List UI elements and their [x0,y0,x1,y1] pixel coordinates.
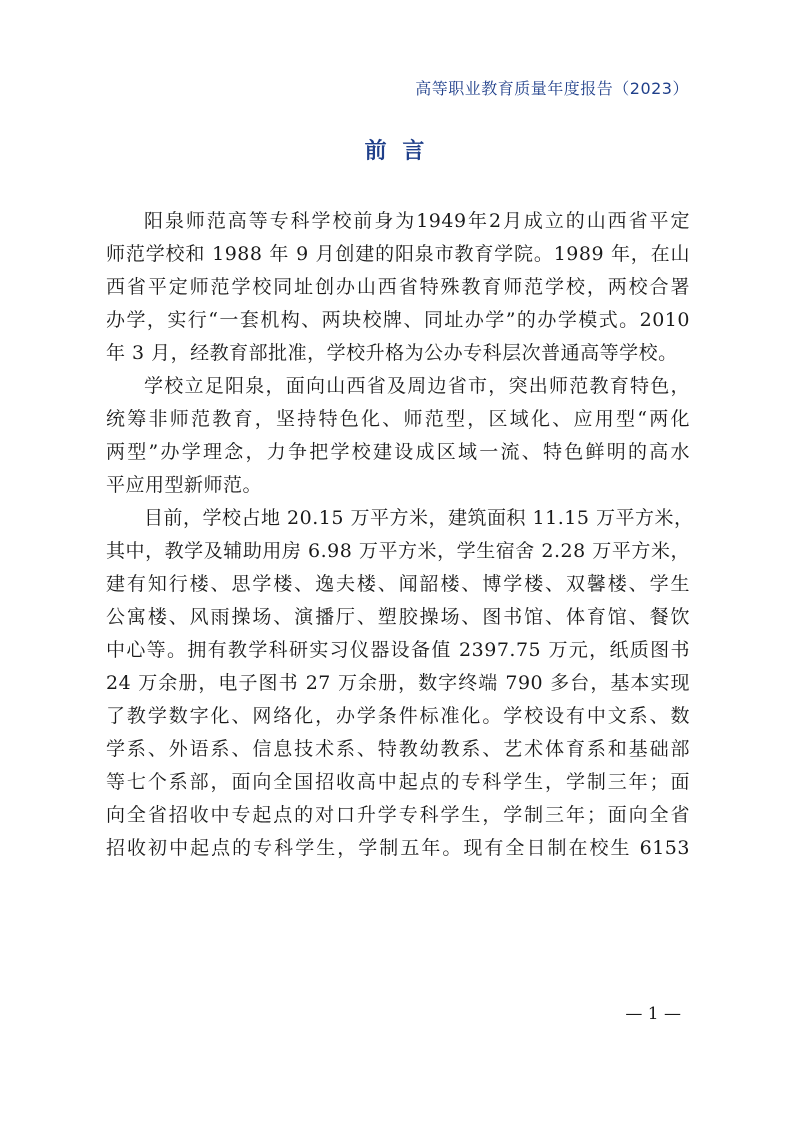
body-text [106,205,694,865]
paragraph-line: 24 万余册，电子图书 27 万余册，数字终端 790 多台，基本实现 [106,672,690,694]
paragraph-line: 向全省招收中专起点的对口升学专科学生，学制三年；面向全省 [106,804,690,826]
paragraph-line: 目前，学校占地 20.15 万平方米，建筑面积 11.15 万平方米， [144,507,694,529]
paragraph-line: 年 3 月，经教育部批准，学校升格为公办专科层次普通高等学校。 [106,342,678,364]
paragraph-line: 平应用型新师范。 [106,474,263,496]
page-number: — 1 — [625,1004,681,1024]
paragraph-line: 两型”办学理念，力争把学校建设成区域一流、特色鲜明的高水 [106,441,690,463]
paragraph-line: 师范学校和 1988 年 9 月创建的阳泉市教育学院。1989 年，在山 [106,243,690,265]
paragraph-history [106,205,690,370]
paragraph-line: 统筹非师范教育，坚持特色化、师范型，区域化、应用型“两化 [106,408,690,430]
paragraph-line: 办学，实行“一套机构、两块校牌、同址办学”的办学模式。2010 [106,309,690,331]
paragraph-facilities [106,502,694,865]
paragraph-line: 学系、外语系、信息技术系、特教幼教系、艺术体育系和基础部 [106,738,690,760]
paragraph-line: 了教学数字化、网络化，办学条件标准化。学校设有中文系、数 [106,705,690,727]
paragraph-line: 阳泉师范高等专科学校前身为1949年2月成立的山西省平定 [144,210,690,232]
report-header: 高等职业教育质量年度报告（2023） [415,79,689,98]
paragraph-line: 公寓楼、风雨操场、演播厅、塑胶操场、图书馆、体育馆、餐饮 [106,606,690,628]
paragraph-line: 学校立足阳泉，面向山西省及周边省市，突出师范教育特色， [144,375,690,397]
paragraph-line: 建有知行楼、思学楼、逸夫楼、闻韶楼、博学楼、双馨楼、学生 [106,573,690,595]
paragraph-line: 招收初中起点的专科学生，学制五年。现有全日制在校生 6153 [106,837,690,859]
paragraph-line: 西省平定师范学校同址创办山西省特殊教育师范学校，两校合署 [106,276,690,298]
paragraph-line: 中心等。拥有教学科研实习仪器设备值 2397.75 万元，纸质图书 [106,639,690,661]
paragraph-line: 等七个系部，面向全国招收高中起点的专科学生，学制三年；面 [106,771,690,793]
paragraph-mission [106,370,690,502]
page-title: 前 言 [364,139,429,164]
paragraph-line: 其中，教学及辅助用房 6.98 万平方米，学生宿舍 2.28 万平方米， [106,540,690,562]
